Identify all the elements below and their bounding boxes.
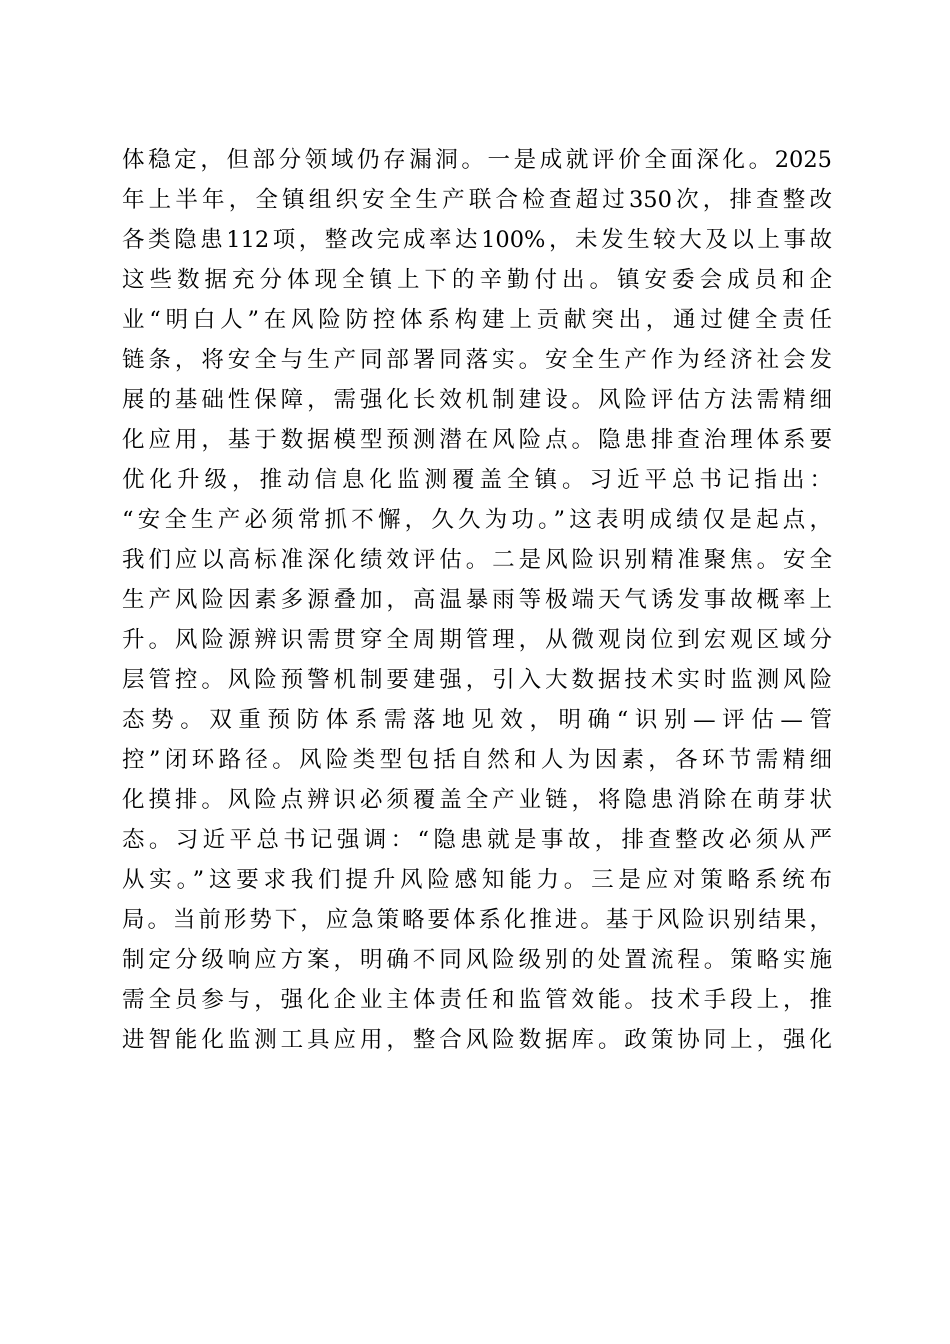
text-line-7: 展的基础性保障，需强化长效机制建设。风险评估方法需精细 bbox=[122, 387, 832, 413]
text-line-2: 年上半年，全镇组织安全生产联合检查超过350次，排查整改 bbox=[122, 187, 832, 213]
text-line-12: 生产风险因素多源叠加，高温暴雨等极端天气诱发事故概率上 bbox=[122, 587, 832, 613]
text-line-10: “安全生产必须常抓不懈，久久为功。”这表明成绩仅是起点， bbox=[122, 507, 832, 533]
text-line-15: 态势。双重预防体系需落地见效，明确“识别—评估—管 bbox=[122, 707, 832, 733]
text-line-1: 体稳定，但部分领域仍存漏洞。一是成就评价全面深化。2025 bbox=[122, 147, 832, 173]
text-line-9: 优化升级，推动信息化监测覆盖全镇。习近平总书记指出： bbox=[122, 467, 832, 493]
text-line-4: 这些数据充分体现全镇上下的辛勤付出。镇安委会成员和企 bbox=[122, 267, 832, 293]
text-line-13: 升。风险源辨识需贯穿全周期管理，从微观岗位到宏观区域分 bbox=[122, 627, 832, 653]
text-line-20: 局。当前形势下，应急策略要体系化推进。基于风险识别结果， bbox=[122, 907, 832, 933]
text-line-17: 化摸排。风险点辨识必须覆盖全产业链，将隐患消除在萌芽状 bbox=[122, 787, 832, 813]
text-line-14: 层管控。风险预警机制要建强，引入大数据技术实时监测风险 bbox=[122, 667, 832, 693]
text-line-6: 链条，将安全与生产同部署同落实。安全生产作为经济社会发 bbox=[122, 347, 832, 373]
text-line-11: 我们应以高标准深化绩效评估。二是风险识别精准聚焦。安全 bbox=[122, 547, 832, 573]
text-line-3: 各类隐患112项，整改完成率达100%，未发生较大及以上事故 bbox=[122, 227, 832, 253]
text-line-19: 从实。”这要求我们提升风险感知能力。三是应对策略系统布 bbox=[122, 867, 832, 893]
text-line-23: 进智能化监测工具应用，整合风险数据库。政策协同上，强化 bbox=[122, 1027, 832, 1053]
text-line-16: 控”闭环路径。风险类型包括自然和人为因素，各环节需精细 bbox=[122, 747, 832, 773]
text-line-22: 需全员参与，强化企业主体责任和监管效能。技术手段上，推 bbox=[122, 987, 832, 1013]
text-line-5: 业“明白人”在风险防控体系构建上贡献突出，通过健全责任 bbox=[122, 307, 832, 333]
text-line-18: 态。习近平总书记强调：“隐患就是事故，排查整改必须从严 bbox=[122, 827, 832, 853]
text-line-21: 制定分级响应方案，明确不同风险级别的处置流程。策略实施 bbox=[122, 947, 832, 973]
body-text bbox=[122, 140, 832, 1060]
text-line-8: 化应用，基于数据模型预测潜在风险点。隐患排查治理体系要 bbox=[122, 427, 832, 453]
